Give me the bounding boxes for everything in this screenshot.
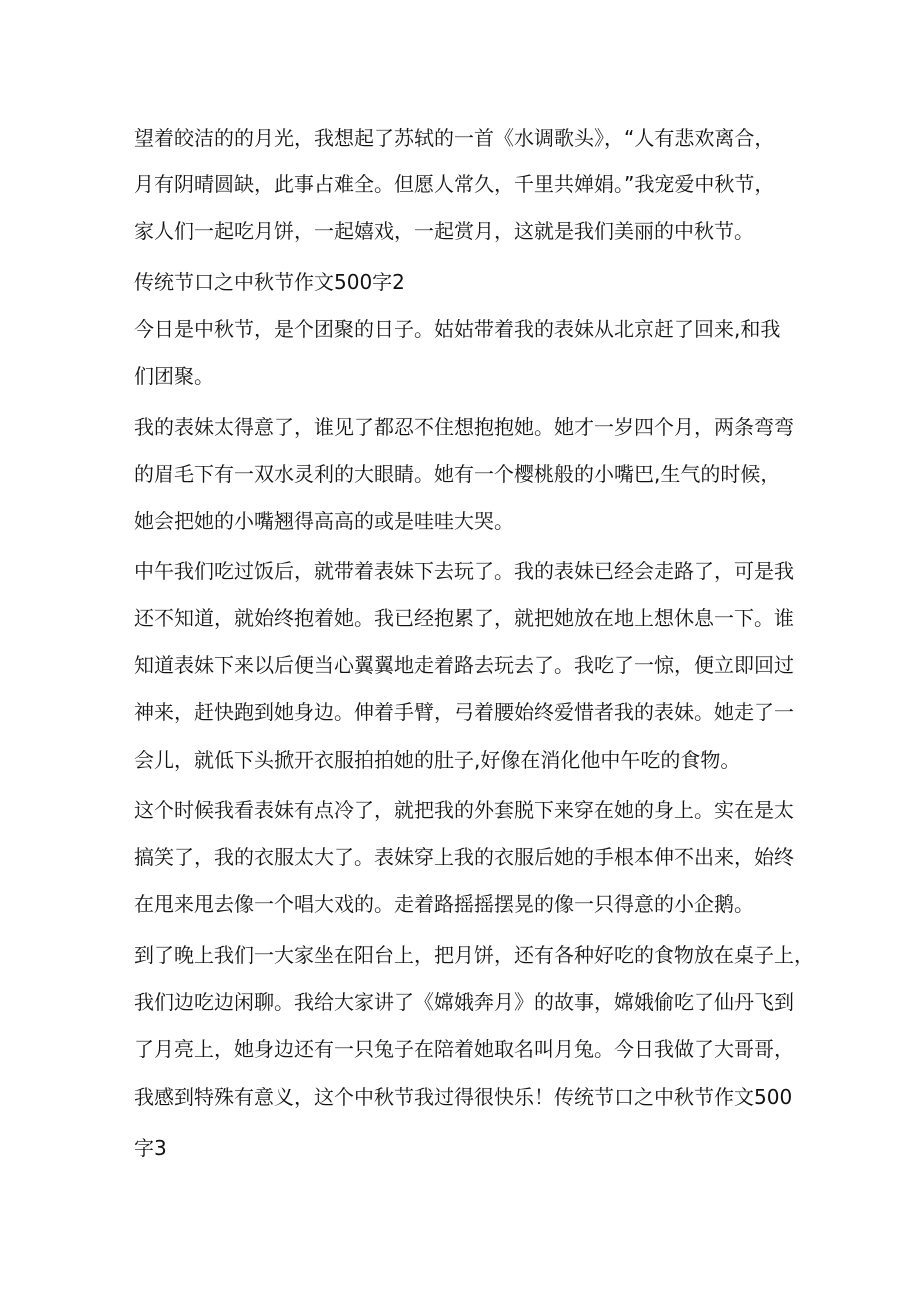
text-line: 望着皎洁的的月光，我想起了苏轼的一首《水调歌头》，“人有悲欢离合， — [134, 126, 775, 150]
text-line: 今日是中秋节，是个团聚的日子。姑姑带着我的表妹从北京赶了回来,和我 — [134, 317, 781, 341]
text-line: 月有阴晴圆缺，此事占难全。但愿人常久，千里共婵娟。”我宠爱中秋节， — [134, 172, 775, 196]
text-line: 会儿，就低下头掀开衣服拍拍她的肚子,好像在消化他中午吃的食物。 — [134, 748, 741, 772]
text-line: 知道表妹下来以后便当心翼翼地走着路去玩去了。我吃了一惊，便立即回过 — [134, 653, 794, 677]
text-line: 的眉毛下有一双水灵利的大眼睛。她有一个樱桃般的小嘴巴,生气的时候， — [134, 462, 781, 486]
text-line: 在甩来甩去像一个唱大戏的。走着路摇摇摆晃的像一只得意的小企鹅。 — [134, 892, 754, 916]
text-line: 我们边吃边闲聊。我给大家讲了《嫦娥奔月》的故事，嫦娥偷吃了仙丹飞到 — [134, 990, 794, 1014]
section-heading: 传统节口之中秋节作文500字2 — [134, 270, 405, 294]
text-line: 搞笑了，我的衣服太大了。表妹穿上我的衣服后她的手根本伸不出来，始终 — [134, 845, 794, 869]
text-line: 中午我们吃过饭后，就带着表妹下去玩了。我的表妹已经会走路了，可是我 — [134, 559, 794, 583]
text-line: 字3 — [134, 1136, 167, 1160]
text-line: 这个时候我看表妹有点冷了，就把我的外套脱下来穿在她的身上。实在是太 — [134, 798, 794, 822]
text-line: 我的表妹太得意了，谁见了都忍不住想抱抱她。她才一岁四个月，两条弯弯 — [134, 415, 794, 439]
text-line: 我感到特殊有意义，这个中秋节我过得很快乐！传统节口之中秋节作文500 — [134, 1085, 793, 1109]
text-line: 们团聚。 — [134, 364, 214, 388]
text-line: 到了晚上我们一大家坐在阳台上，把月饼，还有各种好吃的食物放在桌子上， — [134, 943, 814, 967]
text-line: 还不知道，就始终抱着她。我已经抱累了，就把她放在地上想休息一下。谁 — [134, 606, 794, 630]
text-line: 了月亮上，她身边还有一只兔子在陪着她取名叫月兔。今日我做了大哥哥， — [134, 1037, 794, 1061]
text-line: 家人们一起吃月饼，一起嬉戏，一起赏月，这就是我们美丽的中秋节。 — [134, 219, 754, 243]
text-line: 神来，赶快跑到她身边。伸着手臂，弓着腰始终爱惜者我的表妹。她走了一 — [134, 700, 794, 724]
text-line: 她会把她的小嘴翘得高高的或是哇哇大哭。 — [134, 509, 514, 533]
